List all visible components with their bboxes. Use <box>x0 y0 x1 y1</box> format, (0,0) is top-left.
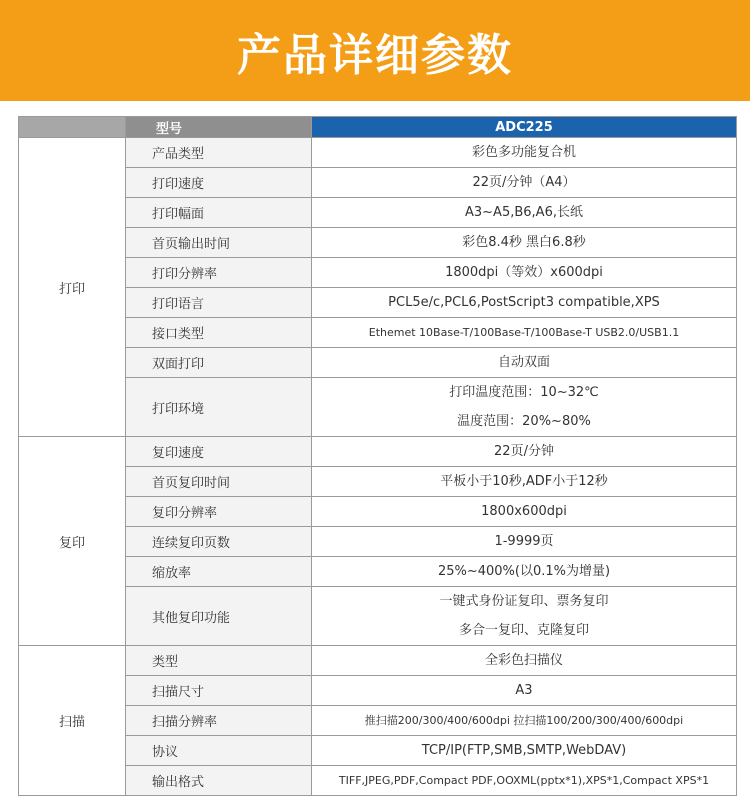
spec-label: 输出格式 <box>126 766 312 796</box>
spec-value-line: 22页/分钟 <box>494 444 554 459</box>
table-row <box>19 706 737 736</box>
spec-label: 接口类型 <box>126 318 312 348</box>
table-row <box>19 587 737 646</box>
header-model: ADC225 <box>312 117 737 138</box>
spec-value-line: 全彩色扫描仪 <box>484 653 563 668</box>
table-row <box>19 766 737 796</box>
spec-label: 打印环境 <box>126 378 312 437</box>
header-label: 型号 <box>126 117 312 138</box>
table-row <box>19 378 737 437</box>
spec-label: 打印幅面 <box>126 198 312 228</box>
table-row <box>19 288 737 318</box>
section-name: 扫描 <box>19 646 126 796</box>
spec-table <box>18 116 737 796</box>
spec-label: 缩放率 <box>126 557 312 587</box>
spec-value <box>312 766 737 796</box>
table-row <box>19 736 737 766</box>
table-row <box>19 467 737 497</box>
spec-value <box>312 288 737 318</box>
page-title: 产品详细参数 <box>237 29 513 81</box>
spec-label: 打印语言 <box>126 288 312 318</box>
spec-label: 打印速度 <box>126 168 312 198</box>
table-row <box>19 318 737 348</box>
spec-value <box>312 348 737 378</box>
table-row <box>19 348 737 378</box>
spec-label: 首页复印时间 <box>126 467 312 497</box>
table-row <box>19 646 737 676</box>
spec-label: 类型 <box>126 646 312 676</box>
table-row <box>19 168 737 198</box>
spec-value-line: PCL5e/c,PCL6,PostScript3 compatible,XPS <box>388 295 660 310</box>
spec-label: 其他复印功能 <box>126 587 312 646</box>
spec-value-line: 1800x600dpi <box>481 504 567 519</box>
table-row <box>19 258 737 288</box>
table-row <box>19 557 737 587</box>
spec-value <box>312 378 737 437</box>
spec-value <box>312 736 737 766</box>
spec-value-line: A3~A5,B6,A6,长纸 <box>465 205 583 220</box>
section-name: 复印 <box>19 437 126 646</box>
header-row <box>19 117 737 138</box>
table-row <box>19 198 737 228</box>
table-row <box>19 676 737 706</box>
header-corner-cell <box>19 117 126 138</box>
table-row <box>19 497 737 527</box>
spec-value-line: 自动双面 <box>497 355 550 370</box>
spec-value-line: TCP/IP(FTP,SMB,SMTP,WebDAV) <box>421 743 627 758</box>
spec-value <box>312 437 737 467</box>
spec-value-line: 平板小于10秒,ADF小于12秒 <box>440 474 608 489</box>
spec-value-line: 彩色多功能复合机 <box>471 145 576 160</box>
spec-value-line: 25%~400%(以0.1%为增量) <box>437 564 611 579</box>
spec-value-line: 打印温度范围：10~32℃ <box>449 385 599 400</box>
spec-value-line: 温度范围：20%~80% <box>457 414 591 429</box>
spec-value <box>312 228 737 258</box>
spec-value <box>312 198 737 228</box>
spec-value-line: 1800dpi（等效）x600dpi <box>445 265 603 280</box>
spec-label: 连续复印页数 <box>126 527 312 557</box>
table-row <box>19 437 737 467</box>
spec-value-line: 一键式身份证复印、票务复印 <box>439 594 609 609</box>
spec-label: 协议 <box>126 736 312 766</box>
spec-value-line: 1-9999页 <box>494 534 554 549</box>
spec-value-line: TIFF,JPEG,PDF,Compact PDF,OOXML(pptx*1),XPS*1,Compact XPS*1 <box>338 774 710 787</box>
spec-value <box>312 587 737 646</box>
spec-label: 产品类型 <box>126 138 312 168</box>
spec-label: 复印速度 <box>126 437 312 467</box>
spec-value-line: 彩色8.4秒 黑白6.8秒 <box>462 235 586 250</box>
spec-value <box>312 318 737 348</box>
spec-value <box>312 676 737 706</box>
spec-value <box>312 557 737 587</box>
spec-label: 扫描分辨率 <box>126 706 312 736</box>
spec-label: 打印分辨率 <box>126 258 312 288</box>
table-row <box>19 138 737 168</box>
spec-label: 首页输出时间 <box>126 228 312 258</box>
spec-value <box>312 646 737 676</box>
spec-value-line: 多合一复印、克隆复印 <box>458 623 589 638</box>
table-row <box>19 527 737 557</box>
banner <box>0 0 750 101</box>
spec-label: 复印分辨率 <box>126 497 312 527</box>
spec-value-line: Ethemet 10Base-T/100Base-T/100Base-T USB2.0/USB1.1 <box>368 326 680 339</box>
spec-value <box>312 168 737 198</box>
spec-value <box>312 467 737 497</box>
spec-value <box>312 706 737 736</box>
spec-value <box>312 527 737 557</box>
spec-value <box>312 258 737 288</box>
table-row <box>19 228 737 258</box>
spec-value <box>312 497 737 527</box>
spec-value-line: 22页/分钟（A4） <box>472 175 576 190</box>
spec-value-line: A3 <box>515 683 533 698</box>
section-name: 打印 <box>19 138 126 437</box>
spec-label: 扫描尺寸 <box>126 676 312 706</box>
spec-value <box>312 138 737 168</box>
spec-value-line: 推扫描200/300/400/600dpi 拉扫描100/200/300/400/600dpi <box>364 714 684 727</box>
spec-label: 双面打印 <box>126 348 312 378</box>
